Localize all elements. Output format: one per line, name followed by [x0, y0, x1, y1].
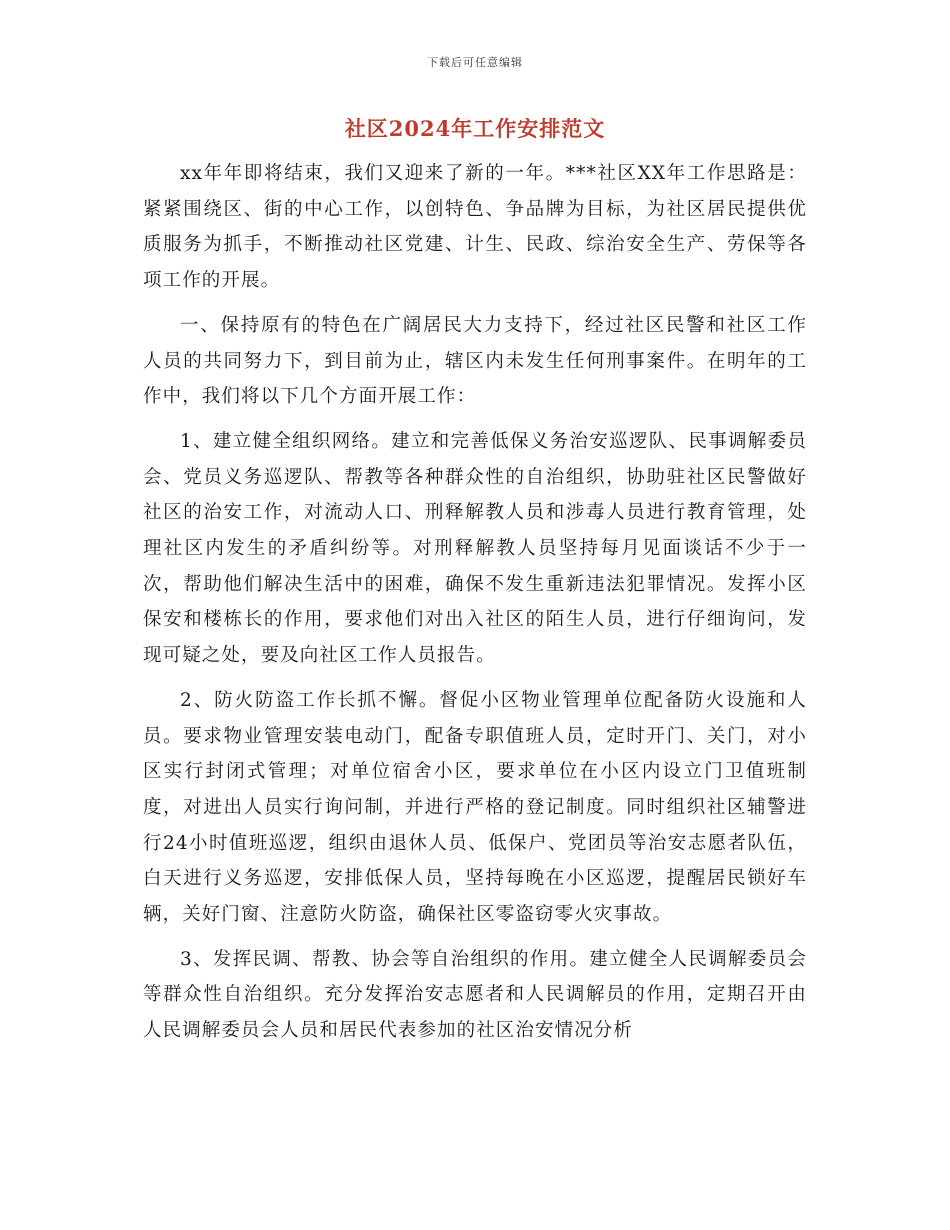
- paragraph-item-2: 2、防火防盗工作长抓不懈。督促小区物业管理单位配备防火设施和人员。要求物业管理安装电动门，配备专职值班人员，定时开门、关门，对小区实行封闭式管理；对单位宿舍小区，要求单位在小区内设立门卫值班制度，对进出人员实行询问制，并进行严格的登记制度。同时组织社区辅警进行24小时值班巡逻，组织由退休人员、低保户、党团员等治安志愿者队伍，白天进行义务巡逻，安排低保人员，坚持每晚在小区巡逻，提醒居民锁好车辆，关好门窗、注意防火防盗，确保社区零盗窃零火灾事故。: [143, 689, 807, 926]
- document-title: 社区2024年工作安排范文: [344, 116, 606, 141]
- paragraph-intro: xx年年即将结束，我们又迎来了新的一年。***社区XX年工作思路是：紧紧围绕区、街的中心工作，以创特色、争品牌为目标，为社区居民提供优质服务为抓手，不断推动社区党建、计生、民政、综治安全生产、劳保等各项工作的开展。: [143, 163, 807, 292]
- paragraph-item-1: 1、建立健全组织网络。建立和完善低保义务治安巡逻队、民事调解委员会、党员义务巡逻队、帮教等各种群众性的自治组织，协助驻社区民警做好社区的治安工作，对流动人口、刑释解教人员和涉毒人员进行教育管理，处理社区内发生的矛盾纠纷等。对刑释解教人员坚持每月见面谈话不少于一次，帮助他们解决生活中的困难，确保不发生重新违法犯罪情况。发挥小区保安和楼栋长的作用，要求他们对出入社区的陌生人员，进行仔细询问，发现可疑之处，要及向社区工作人员报告。: [143, 430, 807, 667]
- document-body: [143, 156, 807, 1058]
- header-note: 下载后可任意编辑: [427, 56, 523, 69]
- paragraph-item-3: 3、发挥民调、帮教、协会等自治组织的作用。建立健全人民调解委员会等群众性自治组织。充分发挥治安志愿者和人民调解员的作用，定期召开由人民调解委员会人员和居民代表参加的社区治安情况分析: [143, 948, 807, 1042]
- paragraph-section-1: 一、保持原有的特色在广阔居民大力支持下，经过社区民警和社区工作人员的共同努力下，到目前为止，辖区内未发生任何刑事案件。在明年的工作中，我们将以下几个方面开展工作：: [143, 314, 807, 408]
